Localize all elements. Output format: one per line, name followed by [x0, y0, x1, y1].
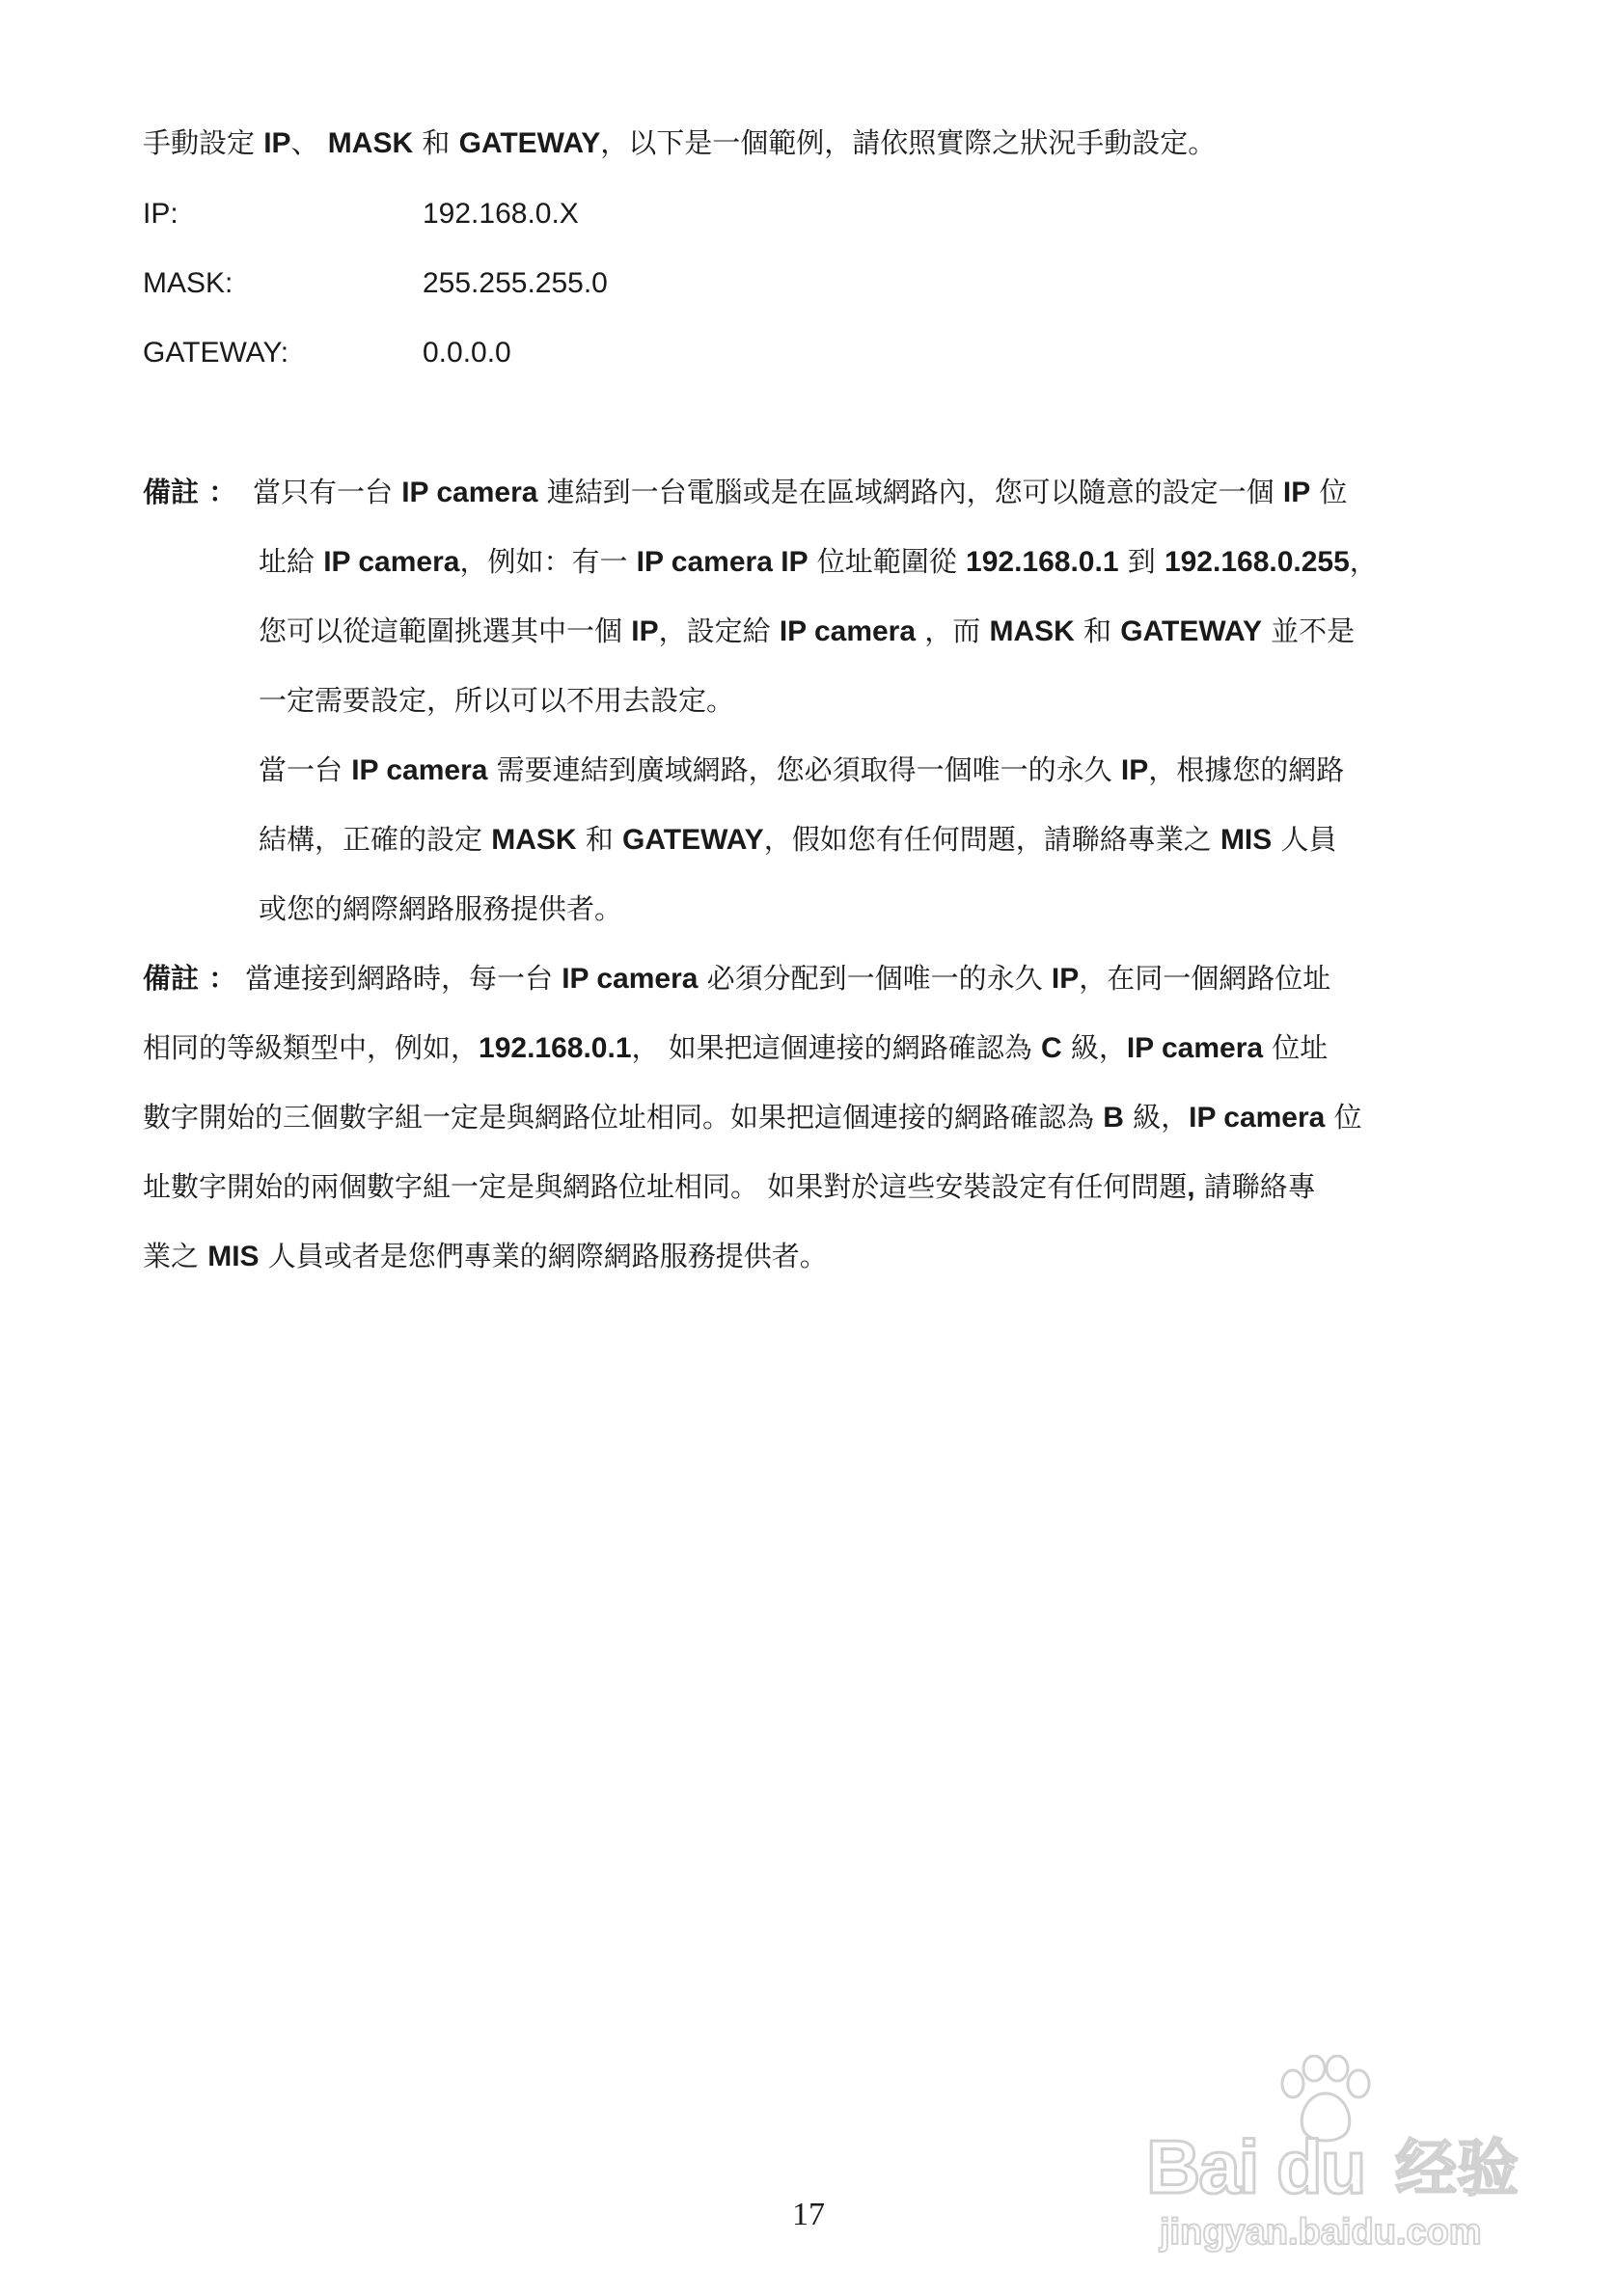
note-text: 業之: [143, 1240, 208, 1272]
page-number: 17: [792, 2197, 825, 2232]
intro-text: 手動設定: [143, 126, 264, 159]
watermark-url: jingyan.baidu.com: [1160, 2212, 1482, 2253]
note-text: 級，: [1123, 1101, 1190, 1134]
note-term: C: [1040, 1032, 1062, 1064]
note-text: 位址範圍從: [808, 545, 967, 578]
setting-label: IP:: [143, 198, 178, 230]
note-text: 並不是: [1261, 615, 1356, 647]
note-text: 必須分配到一個唯一的永久: [698, 962, 1052, 995]
note-term: ,: [1187, 1171, 1195, 1203]
note-text: 需要連結到廣域網路，您必須取得一個唯一的永久: [487, 753, 1121, 786]
note-2-line-1: [245, 959, 1330, 998]
note-term: 192.168.0.1: [966, 546, 1119, 578]
note-term: MIS: [1220, 824, 1273, 856]
note-1-line-2: [259, 542, 1378, 582]
note-text: 請聯絡專: [1194, 1170, 1316, 1203]
intro-gateway: GATEWAY: [458, 127, 601, 159]
note-term: MASK: [989, 615, 1075, 647]
note-text: 當一台: [259, 753, 352, 786]
intro-ip: IP: [263, 127, 291, 159]
note-text: 位: [1325, 1101, 1362, 1134]
setting-value: 255.255.255.0: [423, 267, 608, 299]
note-term: B: [1103, 1102, 1124, 1134]
intro-text: ，以下是一個範例，請依照實際之狀況手動設定。: [600, 126, 1217, 159]
note-term: IP camera: [1189, 1102, 1326, 1134]
note-text: 連結到一台電腦或是在區域網路內，您可以隨意的設定一個: [537, 476, 1283, 508]
note-term: GATEWAY: [622, 824, 764, 856]
note-term: IP: [1282, 477, 1311, 508]
note-term: 192.168.0.1: [479, 1032, 632, 1064]
note-text: 數字開始的三個數字組一定是與網路位址相同。如果把這個連接的網路確認為: [143, 1101, 1104, 1134]
watermark-jingyan: 经验: [1395, 2134, 1519, 2205]
note-term: IP camera: [562, 963, 699, 995]
setting-value: 0.0.0.0: [423, 337, 511, 369]
intro-text: 和: [413, 126, 459, 159]
note-text: 當只有一台: [253, 476, 402, 508]
setting-label: GATEWAY:: [143, 337, 289, 369]
note-text: 和: [576, 823, 622, 856]
note-text: 位址: [1263, 1031, 1329, 1064]
note-text: ，而: [916, 615, 990, 647]
note-term: IP camera: [351, 754, 488, 786]
note-2-line-5: [143, 1237, 828, 1276]
note-text: 或您的網際網路服務提供者。: [259, 892, 623, 925]
note-term: IP camera: [1126, 1032, 1264, 1064]
note-text: ，在同一個網路位址: [1079, 962, 1331, 995]
setting-label: MASK:: [143, 267, 233, 299]
note-term: MIS: [207, 1241, 260, 1272]
note-text: ， 如果把這個連接的網路確認為: [631, 1031, 1041, 1064]
note-text: ，設定給: [658, 615, 780, 647]
note-term: IP: [1120, 754, 1149, 786]
intro-mask: MASK: [327, 127, 414, 159]
note-1-line-7: [259, 889, 622, 928]
note-text: ，根據您的網路: [1148, 753, 1345, 786]
note-1-line-6: [259, 820, 1337, 860]
note-text: 當連接到網路時，每一台: [245, 962, 562, 995]
setting-value: 192.168.0.X: [423, 198, 579, 230]
note-text: 址給: [259, 545, 324, 578]
note-term: IP camera: [401, 477, 538, 508]
note-term: IP: [631, 615, 659, 647]
note-term: IP camera: [323, 546, 460, 578]
note-2-line-2: [143, 1028, 1328, 1068]
watermark-brand: Bai du: [1146, 2124, 1365, 2209]
note-text: ，假如您有任何問題，請聯絡專業之: [763, 823, 1220, 856]
note-term: IP camera: [779, 615, 917, 647]
note-text: 一定需要設定，所以可以不用去設定。: [259, 684, 735, 717]
note-term: 192.168.0.255: [1164, 546, 1350, 578]
note-text: 您可以從這範圍挑選其中一個: [259, 615, 632, 647]
note-2-heading: 備註 ：: [143, 962, 237, 995]
note-text: 位: [1310, 476, 1348, 508]
note-1-line-5: [259, 751, 1344, 790]
note-term: IP: [1051, 963, 1080, 995]
note-text: 級，: [1061, 1031, 1127, 1064]
note-text: ，例如：有一: [459, 545, 637, 578]
note-text: 人員: [1272, 823, 1337, 856]
note-2-line-4: [143, 1167, 1316, 1207]
note-text: 和: [1074, 615, 1121, 647]
note-1-line-3: [259, 612, 1355, 651]
note-text: 結構，正確的設定: [259, 823, 492, 856]
note-text: 址數字開始的兩個數字組一定是與網路位址相同。 如果對於這些安裝設定有任何問題: [143, 1170, 1188, 1203]
note-term: IP camera IP: [636, 546, 808, 578]
note-text: 相同的等級類型中，例如，: [143, 1031, 480, 1064]
note-text: 人員或者是您們專業的網際網路服務提供者。: [259, 1240, 828, 1272]
note-text: ，: [1349, 545, 1378, 578]
note-term: MASK: [491, 824, 577, 856]
note-2-line-3: [143, 1098, 1362, 1137]
note-1-heading: 備註 ：: [143, 476, 237, 508]
intro-line: [143, 123, 1216, 163]
note-1-line-4: [259, 681, 734, 720]
baidu-jingyan-watermark: [1146, 2055, 1551, 2257]
intro-text: 、: [290, 126, 328, 159]
note-1-line-1: [253, 473, 1347, 512]
note-term: GATEWAY: [1120, 615, 1262, 647]
note-text: 到: [1118, 545, 1165, 578]
